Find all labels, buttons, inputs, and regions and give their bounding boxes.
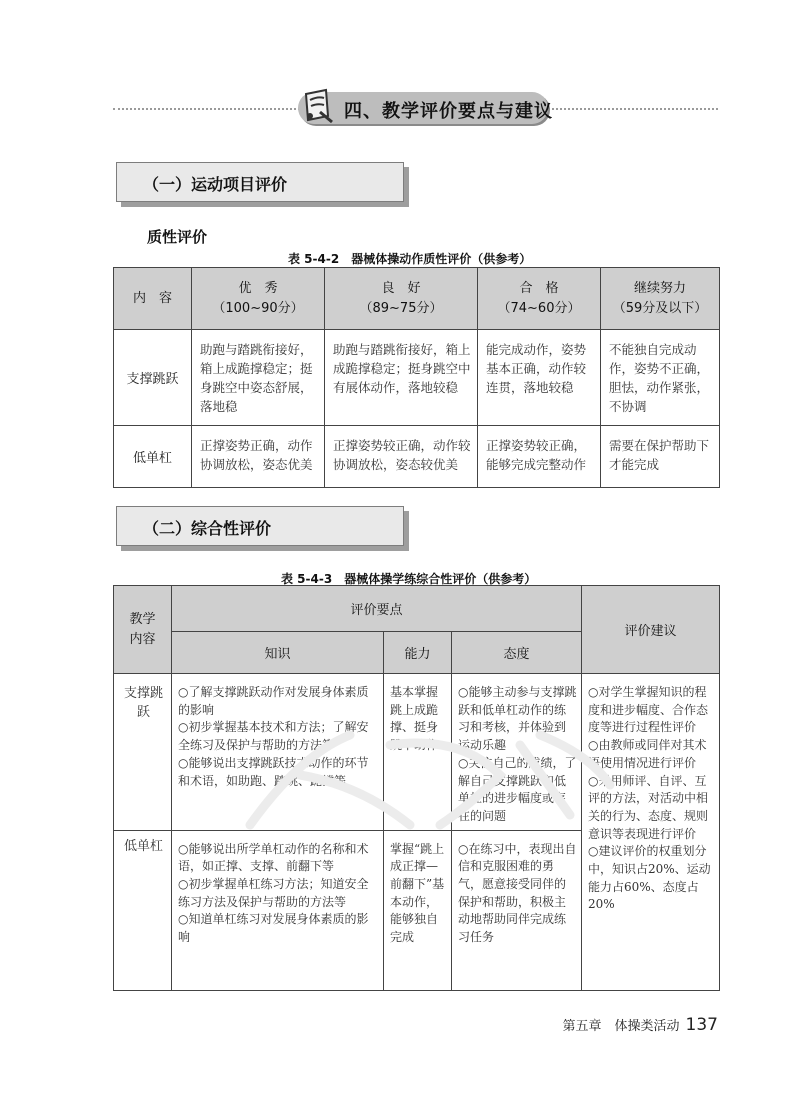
teaching-evaluation-icon xyxy=(300,86,336,126)
table-cell: ○在练习中，表现出自信和克服困难的勇气，愿意接受同伴的保护和帮助，积极主动地帮助同伴完成练习任务 xyxy=(452,830,582,990)
row-label: 低单杠 xyxy=(114,426,192,488)
header-cell-advice: 评价建议 xyxy=(582,586,720,674)
row-label: 低单杠 xyxy=(114,830,172,990)
table-cell-advice: ○对学生掌握知识的程度和进步幅度、合作态度等进行过程性评价 ○由教师或同伴对其术语使用情况进行评价 ○采用师评、自评、互评的方法，对活动中相关的行为、态度、规则意识等表现进行评价 ○建议评价的权重划分中，知识占20%、运动能力占60%、态度占20% xyxy=(582,674,720,991)
header-cell-evaluation-points: 评价要点 xyxy=(172,586,582,632)
section-heading-text: （一）运动项目评价 xyxy=(143,175,288,194)
table-header-row xyxy=(114,586,720,632)
table-row xyxy=(114,426,720,488)
row-label: 支撑跳跃 xyxy=(114,330,192,426)
header-cell-ability: 能力 xyxy=(384,632,452,674)
page-footer xyxy=(563,1015,718,1035)
page-number: 137 xyxy=(685,1015,718,1035)
table-caption: 表 5-4-2 器械体操动作质性评价（供参考） xyxy=(288,252,532,266)
table-row xyxy=(114,674,720,831)
header-cell: 合 格 （74~60分） xyxy=(478,268,601,330)
table-row xyxy=(114,330,720,426)
header-divider-right xyxy=(548,108,718,110)
table-cell: 基本掌握跳上成跪撑、挺身跳下动作 xyxy=(384,674,452,831)
table-cell: 掌握“跳上成正撑—前翻下”基本动作，能够独自完成 xyxy=(384,830,452,990)
table-cell: ○能够主动参与支撑跳跃和低单杠动作的练习和考核，并体验到运动乐趣 ○关注自己的成绩，了解自己支撑跳跃和低单杠的进步幅度或存在的问题 xyxy=(452,674,582,831)
table-cell: 正撑姿势较正确，动作较协调放松，姿态较优美 xyxy=(325,426,478,488)
table-cell: 需要在保护帮助下才能完成 xyxy=(601,426,720,488)
table-caption: 表 5-4-3 器械体操学练综合性评价（供参考） xyxy=(281,572,537,586)
header-cell-knowledge: 知识 xyxy=(172,632,384,674)
header-cell: 良 好 （89~75分） xyxy=(325,268,478,330)
header-cell: 内 容 xyxy=(114,268,192,330)
table-cell: 能完成动作，姿势基本正确，动作较连贯，落地较稳 xyxy=(478,330,601,426)
table-cell: ○能够说出所学单杠动作的名称和术语，如正撑、支撑、前翻下等 ○初步掌握单杠练习方法；知道安全练习方法及保护与帮助的方法等 ○知道单杠练习对发展身体素质的影响 xyxy=(172,830,384,990)
section-heading-text: （二）综合性评价 xyxy=(143,519,272,538)
comprehensive-evaluation-table xyxy=(113,585,720,991)
table-cell: 正撑姿势正确，动作协调放松，姿态优美 xyxy=(192,426,325,488)
page-section-title: 四、教学评价要点与建议 xyxy=(344,101,553,122)
chapter-label: 第五章 体操类活动 xyxy=(562,1019,680,1034)
header-cell-content: 教学 内容 xyxy=(114,586,172,674)
table-cell: 助跑与踏跳衔接好，箱上成跪撑稳定；挺身跳空中姿态舒展，落地稳 xyxy=(192,330,325,426)
header-cell-attitude: 态度 xyxy=(452,632,582,674)
section-heading-sports-evaluation xyxy=(116,162,404,202)
table-cell: ○了解支撑跳跃动作对发展身体素质的影响 ○初步掌握基本技术和方法；了解安全练习及保护与帮助的方法等 ○能够说出支撑跳跃技术动作的环节和术语，如助跑、踏跳、跪撑等 xyxy=(172,674,384,831)
table-header-row xyxy=(114,268,720,330)
header-cell: 优 秀 （100~90分） xyxy=(192,268,325,330)
row-label: 支撑跳 跃 xyxy=(114,674,172,831)
qualitative-evaluation-heading: 质性评价 xyxy=(147,228,208,246)
table-cell: 不能独自完成动作，姿势不正确，胆怯，动作紧张，不协调 xyxy=(601,330,720,426)
table-cell: 助跑与踏跳衔接好，箱上成跪撑稳定；挺身跳空中有展体动作，落地较稳 xyxy=(325,330,478,426)
qualitative-evaluation-table xyxy=(113,267,720,488)
table-cell: 正撑姿势较正确，能够完成完整动作 xyxy=(478,426,601,488)
header-divider-left xyxy=(113,108,300,110)
header-cell: 继续努力 （59分及以下） xyxy=(601,268,720,330)
section-heading-comprehensive-evaluation xyxy=(116,506,404,546)
